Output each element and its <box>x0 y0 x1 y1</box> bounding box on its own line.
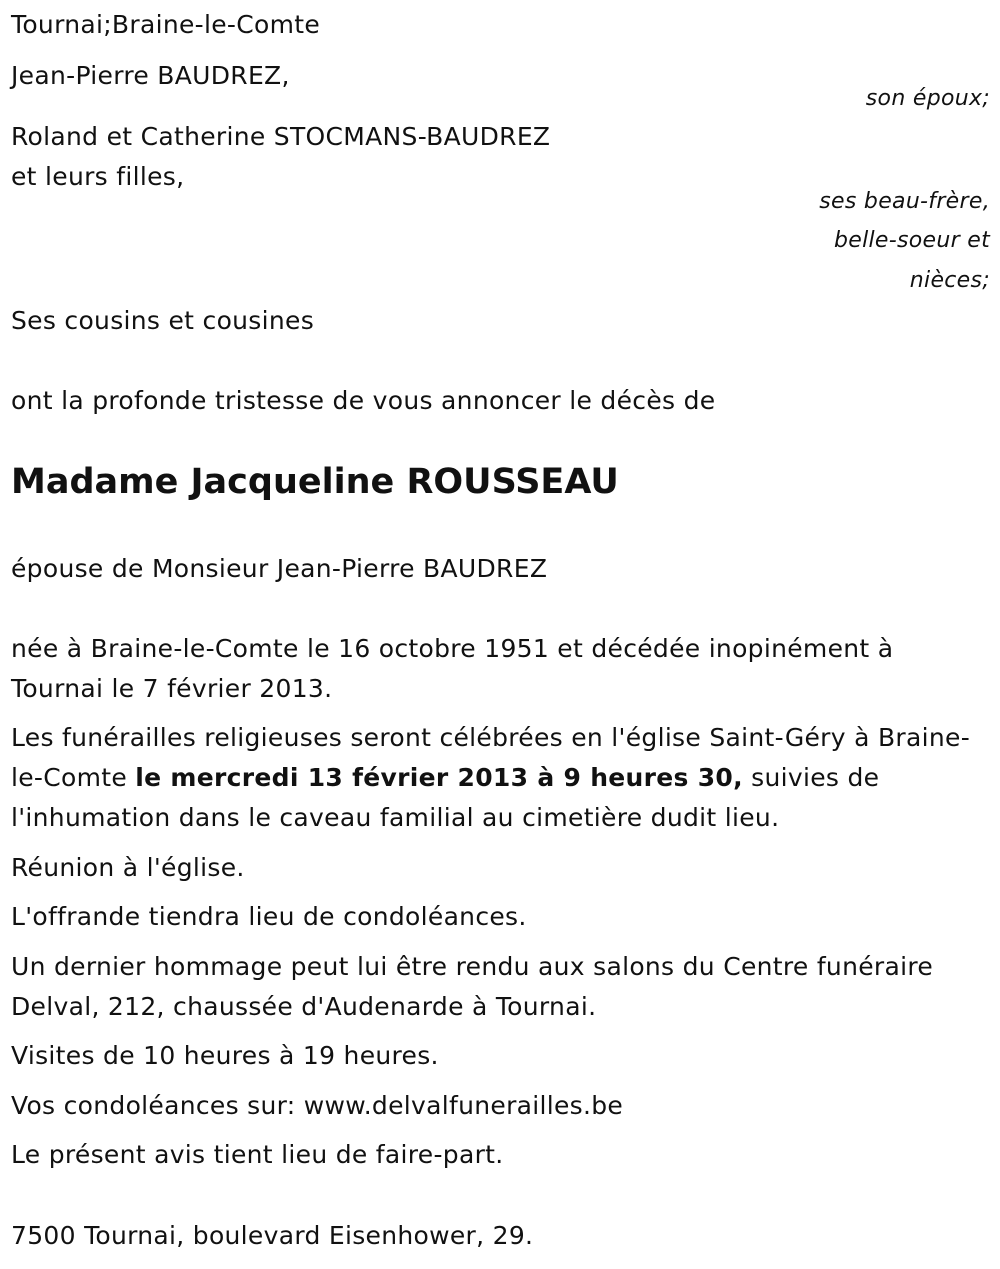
inlaws-role-line2: belle-soeur et <box>834 228 990 253</box>
cousins: Ses cousins et cousines <box>11 306 315 335</box>
inlaws-role-line3: nièces; <box>909 268 990 293</box>
inlaws-daughters: et leurs filles, <box>11 162 185 191</box>
header-locations: Tournai;Braine-le-Comte <box>11 10 321 39</box>
funeral-date: le mercredi 13 février 2013 à 9 heures 30, <box>135 763 743 792</box>
inlaws-role-line1: ses beau-frère, <box>819 189 990 214</box>
funeral-place: Les funérailles religieuses seront célébrées en l'église Saint-Géry à Braine-le-Comte <box>11 723 971 792</box>
offering: L'offrande tiendra lieu de condoléances. <box>11 902 527 931</box>
funeral-burial: suivies de l'inhumation dans le caveau familial au cimetière dudit lieu. <box>11 763 880 832</box>
meeting: Réunion à l'église. <box>11 853 245 882</box>
address: 7500 Tournai, boulevard Eisenhower, 29. <box>11 1221 534 1250</box>
birth-death: née à Braine-le-Comte le 16 octobre 1951 et décédée inopinément à Tournai le 7 février 2013. <box>11 634 894 703</box>
spouse-role: son époux; <box>865 86 990 111</box>
announcement: ont la profonde tristesse de vous annoncer le décès de <box>11 386 716 415</box>
tribute: Un dernier hommage peut lui être rendu aux salons du Centre funéraire Delval, 212, chaussée d'Audenarde à Tournai. <box>11 952 934 1021</box>
deceased-name: Madame Jacqueline ROUSSEAU <box>11 462 619 502</box>
funeral-details <box>11 718 986 838</box>
notice-note: Le présent avis tient lieu de faire-part. <box>11 1140 504 1169</box>
spouse-of: épouse de Monsieur Jean-Pierre BAUDREZ <box>11 554 548 583</box>
visits: Visites de 10 heures à 19 heures. <box>11 1041 439 1070</box>
inlaws-names: Roland et Catherine STOCMANS-BAUDREZ <box>11 122 551 151</box>
spouse-name: Jean-Pierre BAUDREZ, <box>11 61 290 90</box>
condolences: Vos condoléances sur: www.delvalfunerailles.be <box>11 1091 624 1120</box>
